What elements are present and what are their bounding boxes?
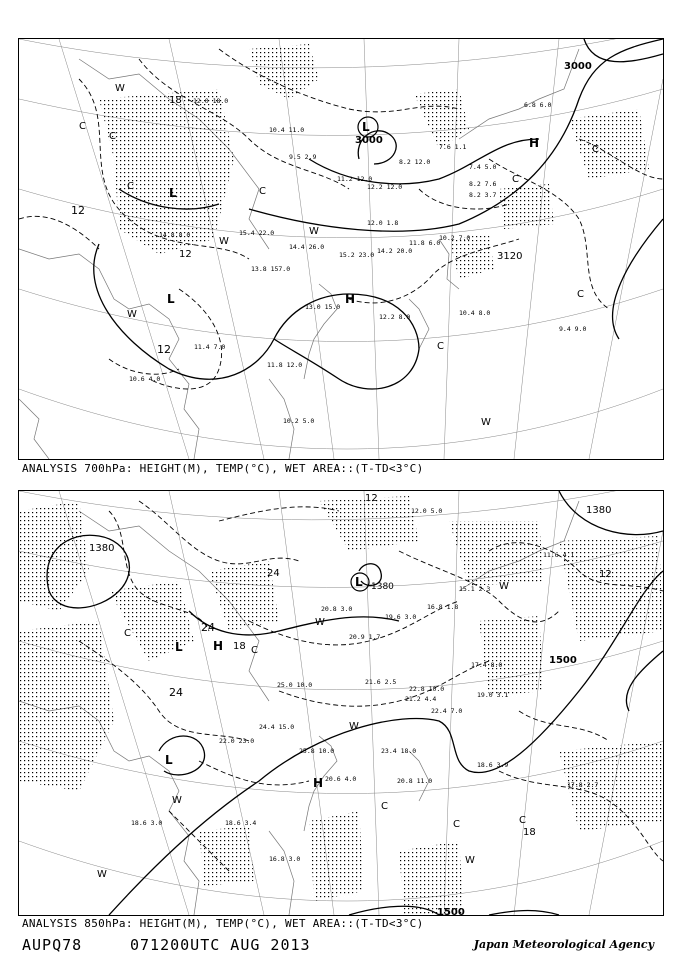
caption-700hpa: ANALYSIS 700hPa: HEIGHT(M), TEMP(°C), WET AREA::(T-TD<3°C) [22, 462, 424, 475]
analysis-time: 071200UTC AUG 2013 [130, 936, 311, 954]
station-plot: 16.8 1.8 [427, 603, 459, 611]
low-center: L [175, 640, 183, 654]
contour-label: 12 [599, 569, 612, 580]
warm-center: W [127, 309, 137, 320]
station-plot: 13.0 15.0 [305, 303, 341, 311]
station-plot: 12.0 5.0 [411, 507, 443, 515]
station-plot: 12.2 8.0 [379, 313, 411, 321]
station-plot: 20.8 11.0 [397, 777, 433, 785]
cold-center: C [127, 181, 134, 192]
contour-label: 24 [169, 686, 183, 699]
cold-center: C [437, 341, 444, 352]
contour-label: 24 [267, 568, 280, 579]
station-plot: 17.8 2.7 [567, 781, 599, 789]
high-center: H [213, 639, 224, 653]
contour-label: 12 [71, 204, 85, 217]
station-plot: 11.8 12.0 [267, 361, 303, 369]
station-plot: 10.4 8.0 [459, 309, 491, 317]
station-plot: 8.2 7.6 [469, 180, 497, 188]
station-plot: 19.6 3.0 [385, 613, 417, 621]
chart-850hpa [18, 490, 664, 916]
station-plot: 23.4 18.0 [381, 747, 417, 755]
station-plot: 24.4 15.0 [259, 723, 295, 731]
low-center: L [165, 753, 173, 767]
station-plot: 22.8 10.0 [409, 685, 445, 693]
station-plot: 8.2 12.0 [399, 158, 431, 166]
high-center: H [345, 292, 356, 306]
station-plot: 12.0 1.8 [367, 219, 399, 227]
contour-label: 3000 [564, 61, 592, 72]
high-center: H [313, 776, 324, 790]
cold-center: C [512, 174, 519, 185]
station-plot: 20.9 1.7 [349, 633, 381, 641]
contour-label: 12 [365, 493, 378, 504]
contour-label: 12 [179, 249, 192, 260]
cold-center: C [577, 289, 584, 300]
warm-center: W [315, 617, 325, 628]
station-plot: 21.2 4.4 [405, 695, 437, 703]
high-center: H [529, 136, 540, 150]
contour-label: 1380 [89, 543, 115, 554]
station-plot: 10.4 11.0 [269, 126, 305, 134]
station-plot: 21.6 2.5 [365, 678, 397, 686]
station-plot: 25.8 10.0 [299, 747, 335, 755]
station-plot: 12.2 12.0 [367, 183, 403, 191]
cold-center: C [79, 121, 86, 132]
map-700hpa [19, 39, 663, 459]
warm-center: W [499, 581, 509, 592]
warm-center: W [481, 417, 491, 428]
cold-center: C [124, 628, 131, 639]
station-plot: 11.2 12.0 [337, 175, 373, 183]
station-plot: 20.6 4.0 [325, 775, 357, 783]
contour-label: 18 [169, 95, 182, 106]
wet-areas [99, 44, 649, 279]
station-plot: 18.6 3.4 [225, 819, 257, 827]
warm-center: W [97, 869, 107, 880]
station-plot: 6.8 6.0 [524, 101, 552, 109]
station-plot: 22.4 7.0 [431, 707, 463, 715]
low-center: L [169, 186, 177, 200]
low-center: L [167, 292, 175, 306]
map-850hpa [19, 491, 663, 915]
station-plot: 10.2 5.0 [283, 417, 315, 425]
station-plot: 25.0 10.0 [277, 681, 313, 689]
station-plot: 15.4 22.0 [239, 229, 275, 237]
contour-label: 18 [233, 641, 246, 652]
station-plot: 14.4 26.0 [289, 243, 325, 251]
warm-center: W [309, 226, 319, 237]
cold-center: C [381, 801, 388, 812]
warm-center: W [465, 855, 475, 866]
chart-700hpa [18, 38, 664, 460]
warm-center: W [172, 795, 182, 806]
warm-center: W [349, 721, 359, 732]
station-plot: 11.6 4.1 [543, 551, 575, 559]
contour-label: 3000 [355, 135, 383, 146]
station-plot: 10.2 7.0 [439, 234, 471, 242]
low-center: L [355, 575, 363, 589]
station-plot: 10.6 4.0 [129, 375, 161, 383]
station-plot: 18.6 3.0 [131, 819, 163, 827]
contour-label: 3120 [497, 251, 523, 262]
station-plot: 8.2 3.7 [469, 191, 497, 199]
station-plot: 15.2 23.0 [339, 251, 375, 259]
station-plot: 9.4 9.0 [559, 325, 587, 333]
cold-center: C [259, 186, 266, 197]
agency-name: Japan Meteorological Agency [473, 938, 654, 951]
contour-label: 24 [201, 621, 215, 634]
station-plot: 7.6 1.1 [439, 143, 467, 151]
station-plot: 13.8 157.0 [251, 265, 291, 273]
station-plot: 17.4 8.0 [471, 661, 503, 669]
cold-center: C [109, 131, 116, 142]
warm-center: W [115, 83, 125, 94]
cold-center: C [251, 645, 258, 656]
warm-center: W [219, 236, 229, 247]
contour-label: 1500 [437, 907, 465, 915]
cold-center: C [592, 144, 599, 155]
contour-label: 12 [157, 343, 171, 356]
contour-label: 18 [523, 827, 536, 838]
station-plot: 12.0 18.0 [193, 97, 229, 105]
station-plot: 16.8 3.0 [269, 855, 301, 863]
contour-label: 1380 [371, 582, 394, 592]
station-plot: 7.4 5.0 [469, 163, 497, 171]
station-plot: 15.1 2.3 [459, 585, 491, 593]
station-plot: 14.8 8.0 [159, 231, 191, 239]
station-plot: 22.0 23.0 [219, 737, 255, 745]
contour-label: 1500 [549, 655, 577, 666]
station-plot: 11.8 6.0 [409, 239, 441, 247]
chart-code: AUPQ78 [22, 936, 83, 954]
station-plot: 11.4 7.0 [194, 343, 226, 351]
cold-center: C [453, 819, 460, 830]
caption-850hpa: ANALYSIS 850hPa: HEIGHT(M), TEMP(°C), WET AREA::(T-TD<3°C) [22, 917, 424, 930]
station-plot: 14.2 20.0 [377, 247, 413, 255]
station-plot: 19.0 3.1 [477, 691, 509, 699]
station-plot: 20.8 3.0 [321, 605, 353, 613]
contour-label: 1380 [586, 505, 612, 516]
station-plot: 9.5 2.9 [289, 153, 317, 161]
cold-center: C [519, 815, 526, 826]
low-center: L [362, 120, 370, 134]
station-plot: 18.6 3.9 [477, 761, 509, 769]
